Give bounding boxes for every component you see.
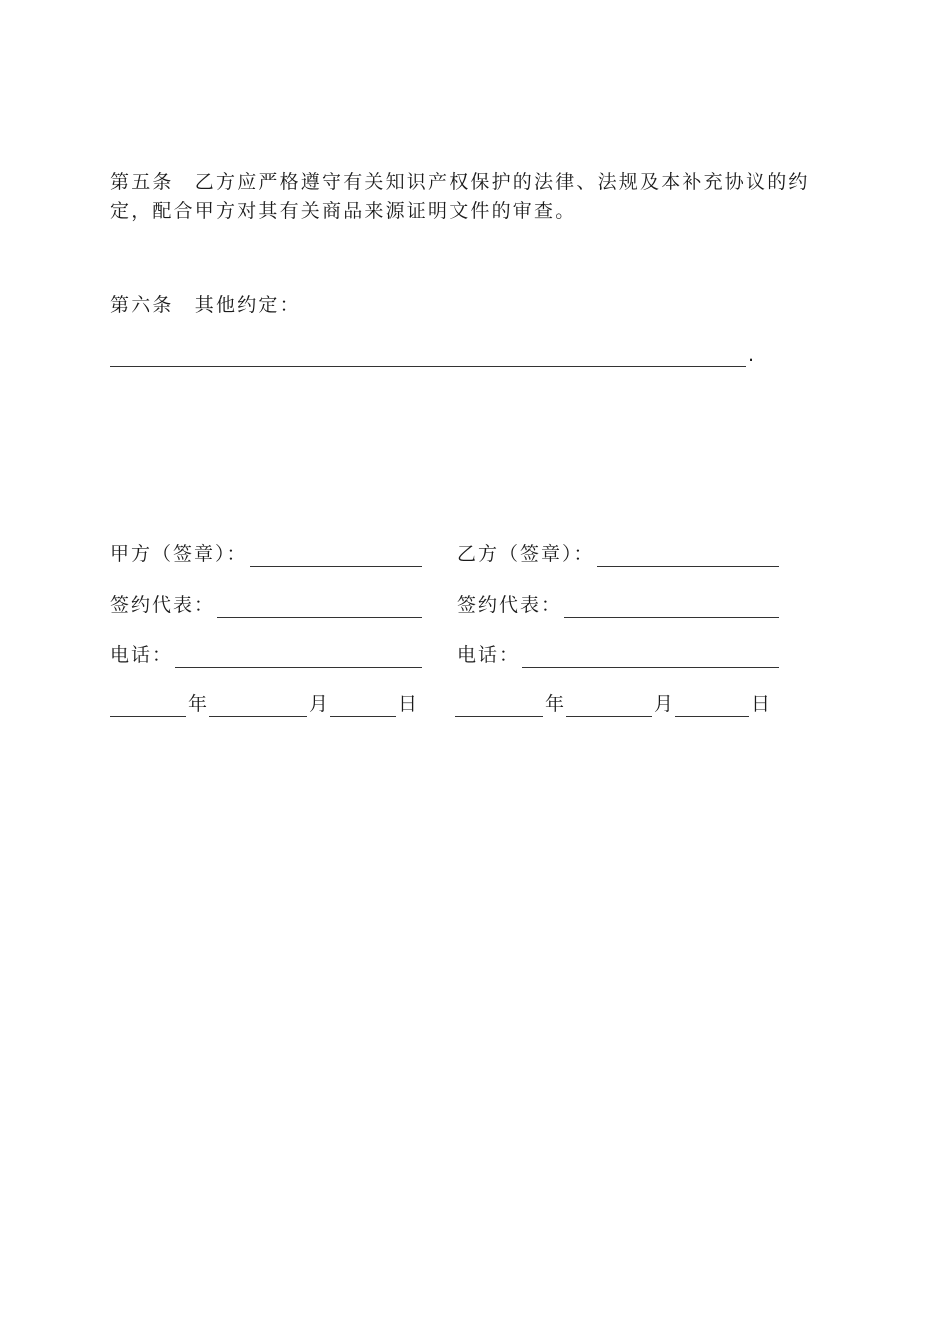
party-b-date-row <box>455 691 772 717</box>
other-terms-blank-line[interactable] <box>110 344 746 367</box>
party-a-day-field[interactable] <box>330 696 396 717</box>
party-a-seal-field[interactable] <box>250 546 422 567</box>
party-b-seal-row <box>457 541 779 567</box>
party-a-phone-label: 电话： <box>110 644 174 666</box>
party-b-phone-field[interactable] <box>522 647 779 668</box>
blank-line-end-period: . <box>748 344 755 366</box>
party-b-phone-label: 电话： <box>457 644 521 666</box>
party-b-month-field[interactable] <box>566 696 652 717</box>
party-b-rep-label: 签约代表： <box>457 594 563 616</box>
party-b-rep-field[interactable] <box>564 597 779 618</box>
party-a-year-field[interactable] <box>110 696 186 717</box>
party-a-phone-field[interactable] <box>175 647 422 668</box>
party-b-phone-row <box>457 642 779 668</box>
party-a-rep-field[interactable] <box>217 597 422 618</box>
party-a-phone-row <box>110 642 422 668</box>
party-a-month-label: 月 <box>309 693 329 715</box>
party-b-day-label: 日 <box>751 693 771 715</box>
party-a-day-label: 日 <box>398 693 418 715</box>
party-b-year-label: 年 <box>545 693 565 715</box>
party-b-seal-label: 乙方（签章）： <box>457 543 595 565</box>
party-b-seal-field[interactable] <box>597 546 779 567</box>
party-b-rep-row <box>457 592 779 618</box>
article-5-paragraph: 第五条 乙方应严格遵守有关知识产权保护的法律、法规及本补充协议的约定，配合甲方对其有关商品来源证明文件的审查。 <box>110 171 810 222</box>
party-a-seal-row <box>110 541 422 567</box>
party-a-year-label: 年 <box>188 693 208 715</box>
party-b-day-field[interactable] <box>675 696 749 717</box>
party-b-month-label: 月 <box>654 693 674 715</box>
party-a-month-field[interactable] <box>209 696 307 717</box>
party-b-year-field[interactable] <box>455 696 543 717</box>
party-a-date-row <box>110 691 419 717</box>
party-a-rep-label: 签约代表： <box>110 594 216 616</box>
article-6-paragraph: 第六条 其他约定： <box>110 294 301 316</box>
party-a-seal-label: 甲方（签章）： <box>110 543 248 565</box>
party-a-rep-row <box>110 592 422 618</box>
